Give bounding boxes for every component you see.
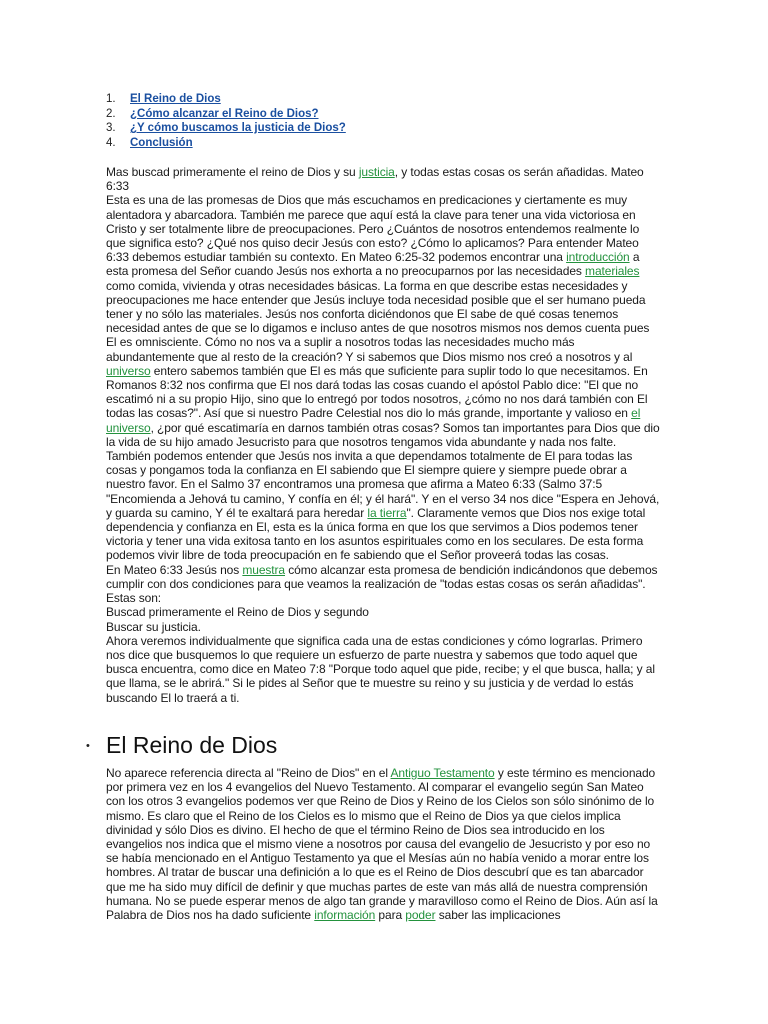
inline-link[interactable]: introducción — [566, 250, 630, 265]
text-run: Buscad primeramente el Reino de Dios y segundo — [106, 605, 369, 620]
text-run: Mas buscad primeramente el reino de Dios y su — [106, 165, 359, 179]
text-run: cómo alcanzar esta promesa de bendición indicándonos que debemos cumplir con dos condiciones para que veamos la realización de "todas estas cosas os serán añadidas". Estas son: — [106, 562, 658, 606]
text-run: y este término es mencionado por primera vez en los 4 evangelios del Nuevo Testamento. Al comparar el evangelio según San Mateo con los otros 3 evangelios podemos ver que Reino de Dios y Reino de los Cielos son sólo sinónimo de lo mismo. Es claro que el Reino de los Cielos es lo mismo que el Reino de Dios ya que cielos implica divinidad y sólo Dios es divino. El hecho de que el término Reino de Dios sea introducido en los evangelios nos indica que el mismo viene a nosotros por causa del evangelio de Jesucristo y por eso no se había mencionado en el Antiguo Testamento ya que el Mesías aún no había venido a morar entre los hombres. Al tratar de buscar una definición a lo que es el Reino de Dios descubrí que es tan abarcador que me ha sido muy difícil de definir y que muchas partes de este van más allá de nuestra comprensión humana. No se puede esperar menos de algo tan grande y maravilloso como el Reino de Dios. Aún así la Palabra de Dios nos ha dado suficiente — [106, 766, 658, 923]
text-run: No aparece referencia directa al "Reino de Dios" en el — [106, 766, 391, 780]
paragraph — [106, 620, 662, 634]
text-run: para — [375, 908, 406, 923]
toc-item — [106, 121, 346, 136]
paragraph — [106, 449, 662, 563]
toc-item — [106, 107, 346, 122]
inline-link[interactable]: el universo — [106, 406, 641, 435]
toc-link-justicia[interactable]: ¿Y cómo buscamos la justicia de Dios? — [130, 122, 346, 134]
section-body — [106, 766, 662, 922]
section-heading — [86, 732, 277, 759]
text-run: a esta promesa del Señor cuando Jesús nos exhorta a no preocuparnos por las necesidades — [106, 250, 640, 279]
paragraph — [106, 165, 662, 193]
paragraph — [106, 605, 662, 619]
paragraph — [106, 193, 662, 449]
text-run: , y todas estas cosas os serán añadidas. Mateo 6:33 — [106, 165, 644, 194]
toc-number: 4. — [106, 136, 116, 149]
paragraph — [106, 634, 662, 705]
inline-link[interactable]: Antiguo Testamento — [390, 766, 495, 780]
toc-link-reino-de-dios[interactable]: El Reino de Dios — [130, 93, 221, 105]
text-run: ". Claramente vemos que Dios nos exige total dependencia y confianza en El, esta es la única forma en que los que servimos a Dios podemos tener victoria y tener una vida exitosa tanto en los asuntos espirituales como en los seculares. De esta forma podemos vivir libre de toda preocupación en fe sabiendo que el Señor proveerá todas las cosas. — [106, 505, 646, 563]
inline-link[interactable]: muestra — [242, 562, 286, 577]
text-run: entero sabemos también que El es más que suficiente para suplir todo lo que necesitamos. En Romanos 8:32 nos confirma que El nos dará todas las cosas cuando el apóstol Pablo dice: "El que no escatimó ni a su propio Hijo, sino que lo entregó por todos nosotros, ¿cómo no nos dará también con El todas las cosas?". Así que si nuestro Padre Celestial nos dio lo más grande, importante y valioso en — [106, 363, 648, 421]
toc-item — [106, 92, 346, 107]
inline-link[interactable]: justicia — [358, 165, 395, 179]
intro-body — [106, 165, 662, 705]
text-run: Esta es una de las promesas de Dios que más escuchamos en predicaciones y ciertamente es muy alentadora y abarcadora. También me parece que aquí está la clave para tener una vida victoriosa en Cristo y ser totalmente libre de preocupaciones. Pero ¿Cuántos de nosotros entendemos realmente lo que significa esto? ¿Qué nos quiso decir Jesús con esto? ¿Cómo lo aplicamos? Para entender Mateo 6:33 debemos estudiar también su contexto. En Mateo 6:25-32 podemos encontrar una — [106, 193, 640, 265]
table-of-contents — [106, 92, 346, 150]
text-run: También podemos entender que Jesús nos invita a que dependamos totalmente de El para todas las cosas y pongamos toda la confianza en El sabiendo que El siempre quiere y siempre puede obrar a nuestro favor. En el Salmo 37 encontramos una promesa que afirma a Mateo 6:33 (Salmo 37:5 "Encomienda a Jehová tu camino, Y confía en él; y él hará". Y en el verso 34 nos dice "Espera en Jehová, y guarda su camino, Y él te exaltará para heredar — [106, 449, 660, 520]
toc-link-conclusion[interactable]: Conclusión — [130, 136, 193, 149]
bullet-dot: • — [86, 739, 90, 752]
inline-link[interactable]: materiales — [585, 264, 640, 279]
inline-link[interactable]: poder — [405, 908, 436, 923]
paragraph — [106, 563, 662, 606]
inline-link[interactable]: información — [314, 908, 376, 923]
section-title: El Reino de Dios — [106, 732, 278, 758]
text-run: Buscar su justicia. — [106, 619, 201, 634]
paragraph — [106, 766, 662, 922]
text-run: como comida, vivienda y otras necesidades básicas. La forma en que describe estas necesidades y preocupaciones me hace entender que Jesús incluye toda necesidad posible que el ser humano pueda tener y no sólo las materiales. Jesús nos conforta diciéndonos que El sabe de qué cosas tenemos necesidad antes de que se lo digamos e incluso antes de que nosotros mismos nos demos cuenta pues El es omnisciente. Cómo no nos va a suplir a nosotros todas las necesidades mucho más abundantemente que al resto de la creación? Y si sabemos que Dios mismo nos creó a nosotros y al — [106, 278, 650, 364]
text-run: , ¿por qué escatimaría en darnos también otras cosas? Somos tan importantes para Dios que dio la vida de su hijo amado Jesucristo para que nosotros tengamos vida abundante y nada nos falte. — [106, 420, 660, 449]
inline-link[interactable]: universo — [106, 363, 151, 378]
toc-number: 3. — [106, 122, 116, 134]
toc-number: 1. — [106, 93, 116, 105]
text-run: Ahora veremos individualmente que significa cada una de estas condiciones y cómo lograrlas. Primero nos dice que busquemos lo que requiere un esfuerzo de parte nuestra y sabemos que todo aquel que busca encuentra, como dice en Mateo 7:8 "Porque todo aquel que pide, recibe; y el que busca, halla; y al que llama, se le abrirá." Si le pides al Señor que te muestre su reino y su justicia y de verdad lo estás buscando El lo traerá a ti. — [106, 633, 655, 705]
toc-item — [106, 136, 346, 151]
inline-link[interactable]: la tierra — [367, 505, 407, 520]
toc-link-como-alcanzar[interactable]: ¿Cómo alcanzar el Reino de Dios? — [130, 107, 319, 120]
text-run: saber las implicaciones — [435, 908, 561, 923]
text-run: En Mateo 6:33 Jesús nos — [106, 562, 243, 577]
toc-number: 2. — [106, 107, 116, 120]
